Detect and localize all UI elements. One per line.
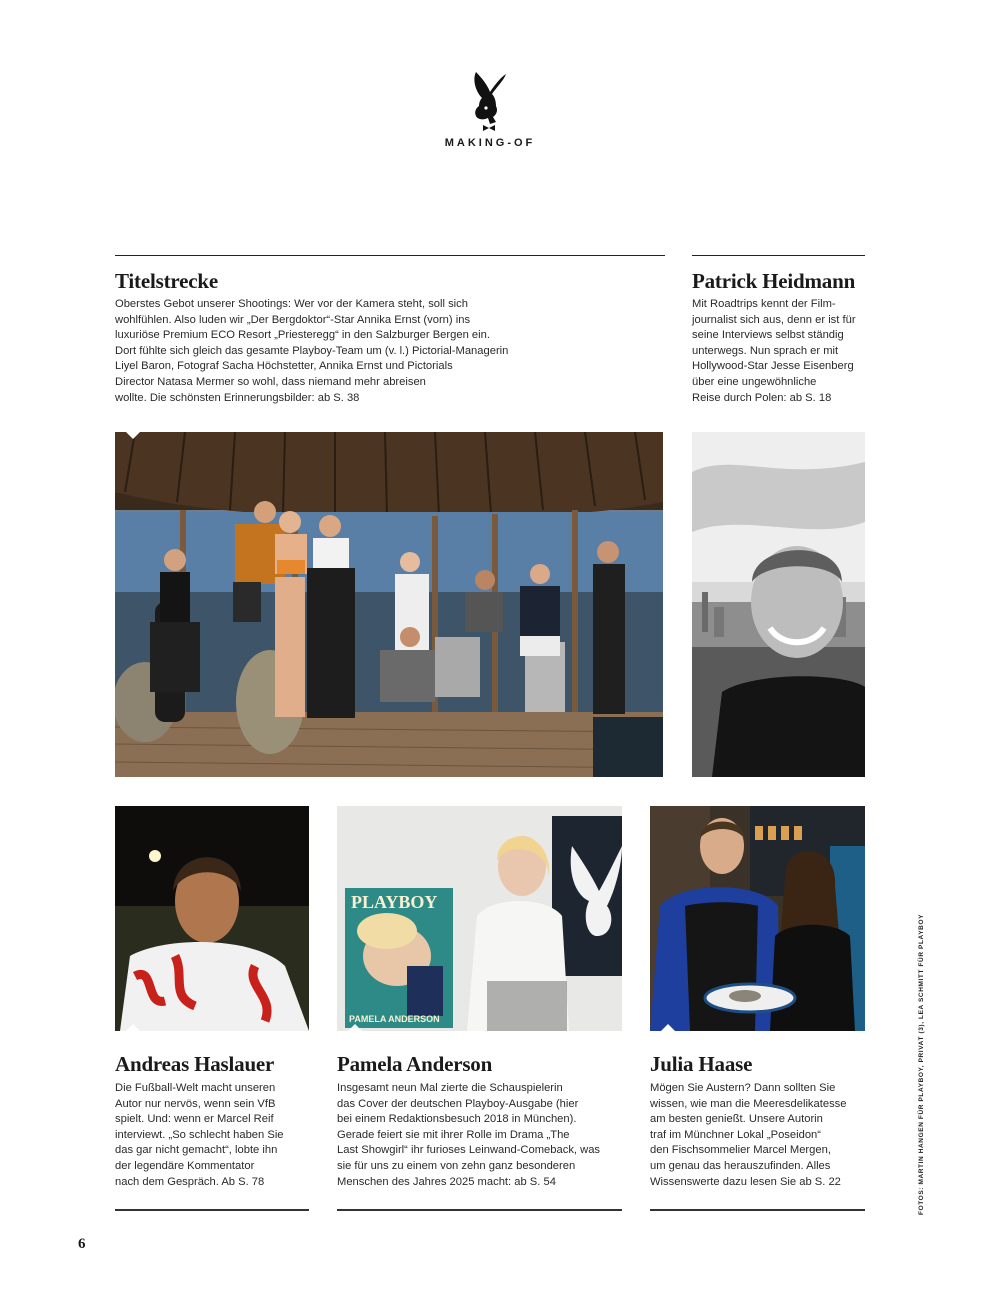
body-line: Wissenswerte dazu lesen Sie ab S. 22: [650, 1175, 841, 1188]
body-line: den Fischsommelier Marcel Mergen,: [650, 1144, 831, 1157]
anderson-body: [337, 1081, 632, 1190]
haslauer-bottom-rule: [115, 1209, 309, 1211]
bunny-logo-icon: [466, 70, 512, 132]
haslauer-body: [115, 1081, 315, 1190]
body-line: Last Showgirl“ ihr furioses Leinwand-Comeback, was: [337, 1144, 601, 1157]
body-line: das gar nicht gemacht“, lobte ihn: [115, 1144, 278, 1157]
body-line: Menschen des Jahres 2025 macht: ab S. 54: [337, 1175, 556, 1188]
body-line: am besten genießt. Unsere Autorin: [650, 1113, 823, 1126]
body-line: bei einem Redaktionsbesuch 2018 in München).: [337, 1113, 577, 1126]
body-line: der legendäre Kommentator: [115, 1159, 255, 1172]
anderson-photo: [337, 806, 622, 1031]
body-line: sie für uns zu einem von zehn ganz besonderen: [337, 1159, 576, 1172]
haslauer-headline: Andreas Haslauer: [115, 1052, 275, 1076]
heidmann-headline: Patrick Heidmann: [692, 269, 856, 293]
body-line: Director Natasa Mermer so wohl, dass niemand mehr abreisen: [115, 375, 426, 388]
body-line: über eine ungewöhnliche: [692, 375, 817, 388]
heidmann-body: [692, 297, 872, 406]
titelstrecke-top-rule: [115, 255, 665, 256]
photo-pointer: [126, 1024, 140, 1031]
haase-bottom-rule: [650, 1209, 865, 1211]
body-line: Autor nur nervös, wenn sein VfB: [115, 1097, 276, 1110]
haslauer-selfie-photo: [115, 806, 309, 1031]
haase-body: [650, 1081, 875, 1190]
body-line: nach dem Gespräch. Ab S. 78: [115, 1175, 265, 1188]
photo-pointer: [348, 1024, 362, 1031]
body-line: traf im Münchner Lokal „Poseidon“: [650, 1128, 821, 1141]
photo-pointer: [661, 1024, 675, 1031]
anderson-bottom-rule: [337, 1209, 622, 1211]
titelstrecke-body: [115, 297, 665, 406]
team-group-photo: [115, 432, 663, 777]
anderson-headline: Pamela Anderson: [337, 1052, 493, 1076]
cover-title: PLAYBOY: [351, 892, 438, 912]
section-label: MAKING-OF: [444, 137, 536, 149]
heidmann-top-rule: [692, 255, 865, 256]
body-line: Reise durch Polen: ab S. 18: [692, 391, 832, 404]
body-line: Mit Roadtrips kennt der Film-: [692, 298, 836, 310]
body-line: Hollywood-Star Jesse Eisenberg: [692, 360, 854, 373]
page-number: 6: [78, 1236, 86, 1252]
body-line: wissen, wie man die Meeresdelikatesse: [650, 1097, 847, 1110]
cover-name: PAMELA ANDERSON: [349, 1014, 440, 1024]
body-line: wollte. Die schönsten Erinnerungsbilder: ab S. 38: [115, 391, 360, 404]
heidmann-portrait-photo: [692, 432, 865, 777]
body-line: Die Fußball-Welt macht unseren: [115, 1082, 276, 1094]
haase-headline: Julia Haase: [650, 1052, 753, 1076]
body-line: unterwegs. Nun sprach er mit: [692, 344, 839, 357]
body-line: wohlfühlen. Also luden wir „Der Bergdoktor“-Star Annika Ernst (vorn) ins: [115, 313, 471, 326]
body-line: das Cover der deutschen Playboy-Ausgabe (hier: [337, 1097, 579, 1110]
photo-pointer: [126, 432, 140, 439]
body-line: Liyel Baron, Fotograf Sacha Höchstetter, Annika Ernst und Pictorials: [115, 360, 453, 373]
body-line: Insgesamt neun Mal zierte die Schauspielerin: [337, 1082, 563, 1094]
photo-credit: FOTOS: MARTIN HANGEN FÜR PLAYBOY, PRIVAT (3), LEA SCHMITT FÜR PLAYBOY: [918, 913, 925, 1215]
body-line: um genau das herauszufinden. Alles: [650, 1159, 831, 1172]
body-line: interviewt. „So schlecht haben Sie: [115, 1128, 284, 1141]
body-line: seine Interviews selbst ständig: [692, 329, 844, 342]
body-line: luxuriöse Premium ECO Resort „Priesteregg“ in den Salzburger Bergen ein.: [115, 329, 490, 342]
body-line: spielt. Und: wenn er Marcel Reif: [115, 1113, 274, 1126]
body-line: Gerade feiert sie mit ihrer Rolle im Drama „The: [337, 1128, 570, 1141]
body-line: journalist sich aus, denn er ist für: [692, 313, 856, 326]
haase-restaurant-photo: [650, 806, 865, 1031]
titelstrecke-headline: Titelstrecke: [115, 269, 218, 293]
body-line: Mögen Sie Austern? Dann sollten Sie: [650, 1082, 836, 1094]
body-line: Dort fühlte sich gleich das gesamte Playboy-Team um (v. l.) Pictorial-Managerin: [115, 344, 509, 357]
body-line: Oberstes Gebot unserer Shootings: Wer vor der Kamera steht, soll sich: [115, 298, 468, 310]
